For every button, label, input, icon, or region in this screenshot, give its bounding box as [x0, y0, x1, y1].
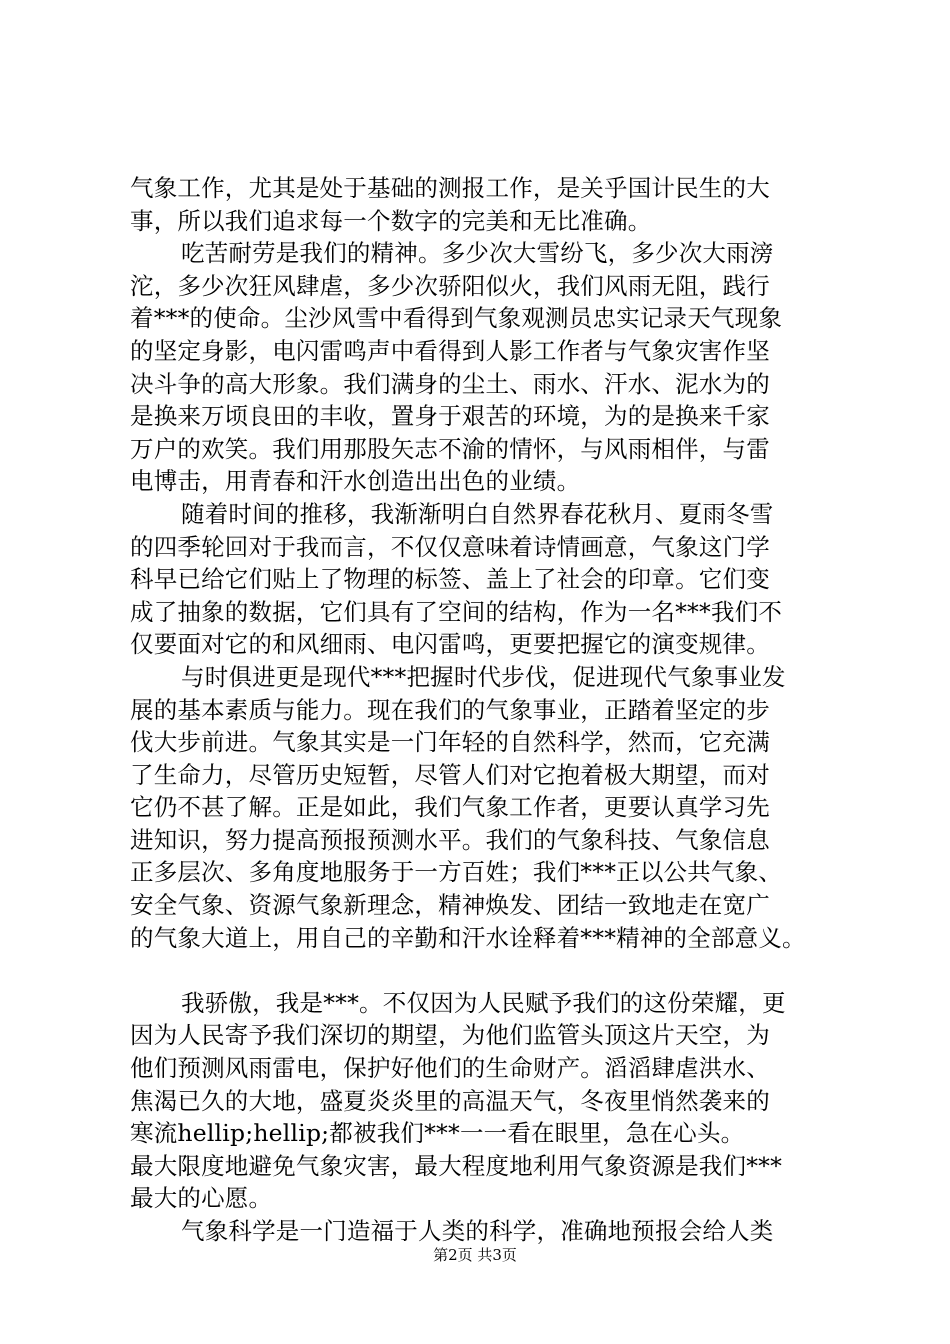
text-line: 他们预测风雨雷电，保护好他们的生命财产。滔滔肆虐洪水、	[130, 1054, 770, 1083]
paragraph-start-line: 我骄傲，我是***。不仅因为人民赋予我们的这份荣耀，更	[181, 988, 786, 1017]
document-body	[130, 172, 830, 1248]
text-line: 焦渴已久的大地，盛夏炎炎里的高温天气，冬夜里悄然袭来的	[130, 1086, 770, 1115]
paragraph-gap	[130, 954, 830, 987]
text-line: 着***的使命。尘沙风雪中看得到气象观测员忠实记录天气现象	[130, 304, 783, 333]
text-line: 科早已给它们贴上了物理的标签、盖上了社会的印章。它们变	[130, 565, 770, 594]
text-line: 展的基本素质与能力。现在我们的气象事业，正踏着坚定的步	[130, 695, 770, 724]
text-line: 决斗争的高大形象。我们满身的尘土、雨水、汗水、泥水为的	[130, 369, 770, 398]
text-line: 的气象大道上，用自己的辛勤和汗水诠释着***精神的全部意义。	[130, 923, 806, 952]
text-line: 的四季轮回对于我而言，不仅仅意味着诗情画意，气象这门学	[130, 532, 770, 561]
text-line: 安全气象、资源气象新理念，精神焕发、团结一致地走在宽广	[130, 891, 770, 920]
text-line: 因为人民寄予我们深切的期望，为他们监管头顶这片天空，为	[130, 1021, 770, 1050]
text-line: 的坚定身影，电闪雷鸣声中看得到人影工作者与气象灾害作坚	[130, 336, 770, 365]
text-line: 伐大步前进。气象其实是一门年轻的自然科学，然而，它充满	[130, 728, 770, 757]
text-line: 最大限度地避免气象灾害，最大程度地利用气象资源是我们***	[130, 1151, 783, 1180]
text-line: 事，所以我们追求每一个数字的完美和无比准确。	[130, 206, 652, 235]
text-line: 进知识，努力提高预报预测水平。我们的气象科技、气象信息	[130, 825, 770, 854]
text-line: 正多层次、多角度地服务于一方百姓；我们***正以公共气象、	[130, 858, 783, 887]
text-line: 最大的心愿。	[130, 1184, 273, 1213]
page-number-footer: 第2页 共3页	[433, 1246, 517, 1264]
text-line: 电博击，用青春和汗水创造出出色的业绩。	[130, 467, 581, 496]
text-line: 它仍不甚了解。正是如此，我们气象工作者，更要认真学习先	[130, 793, 770, 822]
text-line: 成了抽象的数据，它们具有了空间的结构，作为一名***我们不	[130, 597, 783, 626]
paragraph-start-line: 随着时间的推移，我渐渐明白自然界春花秋月、夏雨冬雪	[181, 499, 774, 528]
paragraph-start-line: 与时俱进更是现代***把握时代步伐，促进现代气象事业发	[181, 662, 786, 691]
text-line: 万户的欢笑。我们用那股矢志不渝的情怀，与风雨相伴，与雷	[130, 434, 770, 463]
text-line: 沱，多少次狂风肆虐，多少次骄阳似火，我们风雨无阻，践行	[130, 271, 770, 300]
text-line: 了生命力，尽管历史短暂，尽管人们对它抱着极大期望，而对	[130, 760, 770, 789]
text-line: 寒流hellip;hellip;都被我们***一一看在眼里，急在心头。	[130, 1119, 745, 1148]
paragraph-start-line: 气象科学是一门造福于人类的科学，准确地预报会给人类	[181, 1217, 774, 1245]
text-line: 仅要面对它的和风细雨、电闪雷鸣，更要把握它的演变规律。	[130, 630, 770, 659]
text-line: 气象工作，尤其是处于基础的测报工作，是关乎国计民生的大	[130, 174, 770, 202]
paragraph-start-line: 吃苦耐劳是我们的精神。多少次大雪纷飞，多少次大雨滂	[181, 239, 774, 268]
text-line: 是换来万顷良田的丰收，置身于艰苦的环境，为的是换来千家	[130, 402, 770, 431]
